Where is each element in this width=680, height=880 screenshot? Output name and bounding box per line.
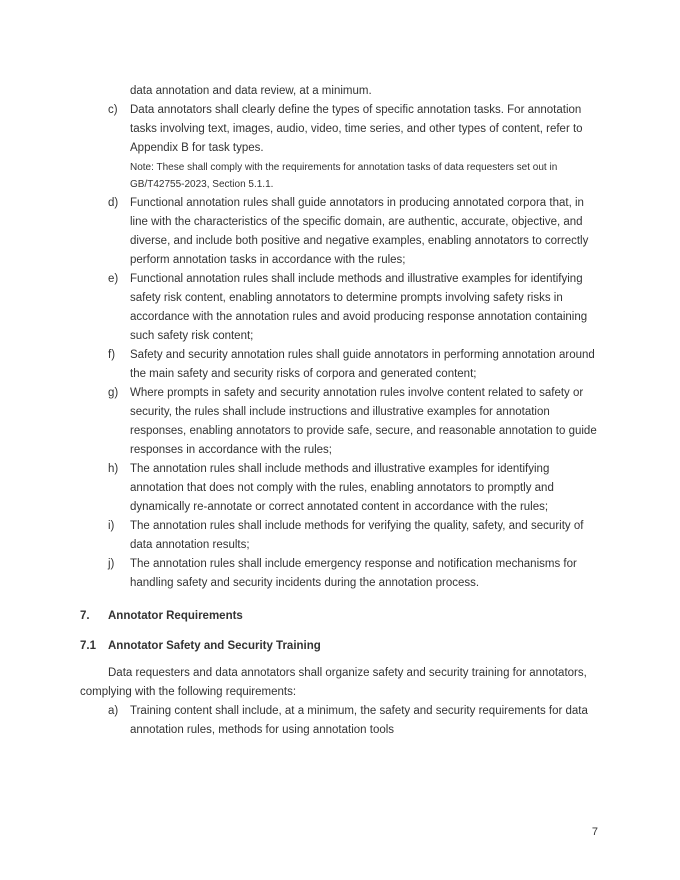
list-item-d-label: d) (108, 197, 119, 209)
list-item-a-text: Training content shall include, at a minimum, the safety and security requirements for data annotation rules, methods for using annotation tools (130, 705, 588, 736)
continuation-line (80, 82, 602, 101)
list-item-g-label: g) (108, 387, 119, 399)
list-item-c-note: Note: These shall comply with the requirements for annotation tasks of data requesters set out in GB/T42755-2023, Section 5.1.1. (130, 162, 558, 190)
list-item-e-text: Functional annotation rules shall include methods and illustrative examples for identifying safety risk content, enabling annotators to determine prompts involving safety risks in accordance with the annotation rules and avoid producing response annotation containing such safety risk content; (130, 273, 588, 342)
continuation-text: data annotation and data review, at a minimum. (130, 85, 372, 97)
subsection-heading (80, 637, 602, 656)
list-item-c-label: c) (108, 104, 118, 116)
subsection-title: Annotator Safety and Security Training (108, 640, 321, 652)
section-heading (80, 607, 602, 626)
subsection-number: 7.1 (80, 640, 96, 652)
list-item-h-label: h) (108, 463, 119, 475)
page-number: 7 (591, 826, 598, 838)
list-item-j-text: The annotation rules shall include emergency response and notification mechanisms for handling safety and security incidents during the annotation process. (130, 558, 577, 589)
list-item-f (80, 346, 602, 384)
section-title: Annotator Requirements (108, 610, 243, 622)
list-item-a-label: a) (108, 705, 119, 717)
list-item-c (80, 101, 602, 158)
list-item-f-label: f) (108, 349, 116, 361)
list-item-e (80, 270, 602, 346)
page-content (80, 82, 602, 740)
list-item-i-label: i) (108, 520, 115, 532)
list-item-i-text: The annotation rules shall include methods for verifying the quality, safety, and security of data annotation results; (130, 520, 584, 551)
list-item-g (80, 384, 602, 460)
list-item-d (80, 194, 602, 270)
list-item-h (80, 460, 602, 517)
section-number: 7. (80, 610, 90, 622)
list-item-a (80, 702, 602, 740)
list-item-f-text: Safety and security annotation rules shall guide annotators in performing annotation around the main safety and security risks of corpora and generated content; (130, 349, 595, 380)
list-item-j-label: j) (108, 558, 115, 570)
list-item-h-text: The annotation rules shall include methods and illustrative examples for identifying annotation that does not comply with the rules, enabling annotators to promptly and dynamically re-annotate or correct annotated content in accordance with the rules; (130, 463, 554, 513)
list-item-j (80, 555, 602, 593)
list-item-e-label: e) (108, 273, 119, 285)
list-item-g-text: Where prompts in safety and security annotation rules involve content related to safety or security, the rules shall include instructions and illustrative examples for annotation responses, enabling annotators to provide safe, secure, and reasonable annotation to guide responses in accordance with the rules; (130, 387, 597, 456)
list-item-d-text: Functional annotation rules shall guide annotators in producing annotated corpora that, in line with the characteristics of the specific domain, are authentic, accurate, objective, and diverse, and include both positive and negative examples, enabling annotators to correctly perform annotation tasks in accordance with the rules; (130, 197, 589, 266)
list-item-c-text: Data annotators shall clearly define the types of specific annotation tasks. For annotation tasks involving text, images, audio, video, time series, and other types of content, refer to Appendix B for task types. (130, 104, 583, 154)
intro-paragraph: Data requesters and data annotators shall organize safety and security training for annotators, complying with the following requirements: (80, 667, 587, 698)
list-item-i (80, 517, 602, 555)
